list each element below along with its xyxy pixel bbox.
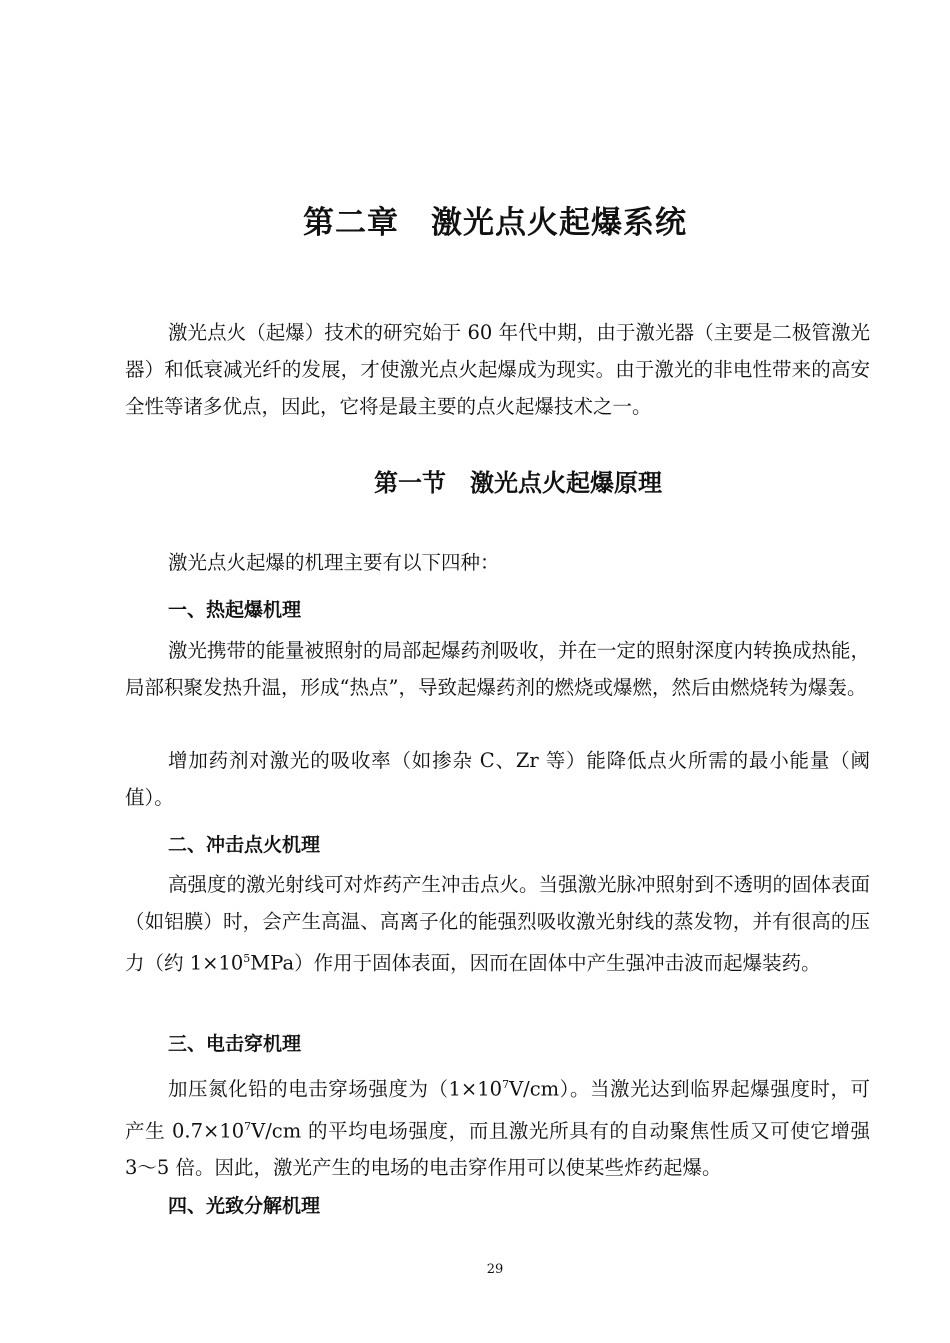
shock-text-before: 高强度的激光射线可对炸药产生冲击点火。当强激光脉冲照射到不透明的固体表面（如铝膜）时，会产生高温、高离子化的能强烈吸收激光射线的蒸发物，并有很高的压力（约 1×10 <box>125 873 871 975</box>
thermal-paragraph-1: 激光携带的能量被照射的局部起爆药剂吸收，并在一定的照射深度内转换成热能，局部积聚发热升温，形成“热点”，导致起爆药剂的燃烧或爆燃，然后由燃烧转为爆轰。 <box>125 639 871 699</box>
shock-paragraph <box>125 866 870 982</box>
breakdown-text-part2: V/cm）。当激光达到临界起爆强度时，可产生 0.7×10 <box>125 1077 870 1142</box>
breakdown-text-part1: 加压氮化铅的电击穿场强度为（1×10 <box>168 1077 503 1101</box>
intro-paragraph: 激光点火（起爆）技术的研究始于 60 年代中期，由于激光器（主要是二极管激光器）和低衰减光纤的发展，才使激光点火起爆成为现实。由于激光的非电性带来的高安全性等诸多优点，因此，它将是最主要的点火起爆技术之一。 <box>125 321 870 418</box>
mechanism-heading-thermal: 一、热起爆机理 <box>168 599 302 621</box>
shock-exponent: 5 <box>243 952 251 965</box>
section-lead-paragraph: 激光点火起爆的机理主要有以下四种： <box>168 551 500 574</box>
shock-text-after: MPa）作用于固体表面，因而在固体中产生强冲击波而起爆装药。 <box>250 951 821 975</box>
section-title: 第一节 激光点火起爆原理 <box>374 469 662 497</box>
mechanism-heading-breakdown: 三、电击穿机理 <box>168 1033 302 1055</box>
thermal-paragraph-2: 增加药剂对激光的吸收率（如掺杂 C、Zr 等）能降低点火所需的最小能量（阈值）。 <box>125 749 870 809</box>
mechanism-heading-photolysis: 四、光致分解机理 <box>168 1195 321 1217</box>
page-number: 29 <box>486 1262 504 1277</box>
breakdown-paragraph <box>125 1066 870 1186</box>
breakdown-text-part3: V/cm 的平均电场强度，而且激光所具有的自动聚焦性质又可使它增强 3～5 倍。因此，激光产生的电场的电击穿作用可以使某些炸药起爆。 <box>125 1119 870 1179</box>
breakdown-exponent-1: 7 <box>502 1078 510 1091</box>
chapter-title: 第二章 激光点火起爆系统 <box>303 205 687 241</box>
breakdown-exponent-2: 7 <box>244 1119 252 1133</box>
mechanism-heading-shock: 二、冲击点火机理 <box>168 834 321 856</box>
